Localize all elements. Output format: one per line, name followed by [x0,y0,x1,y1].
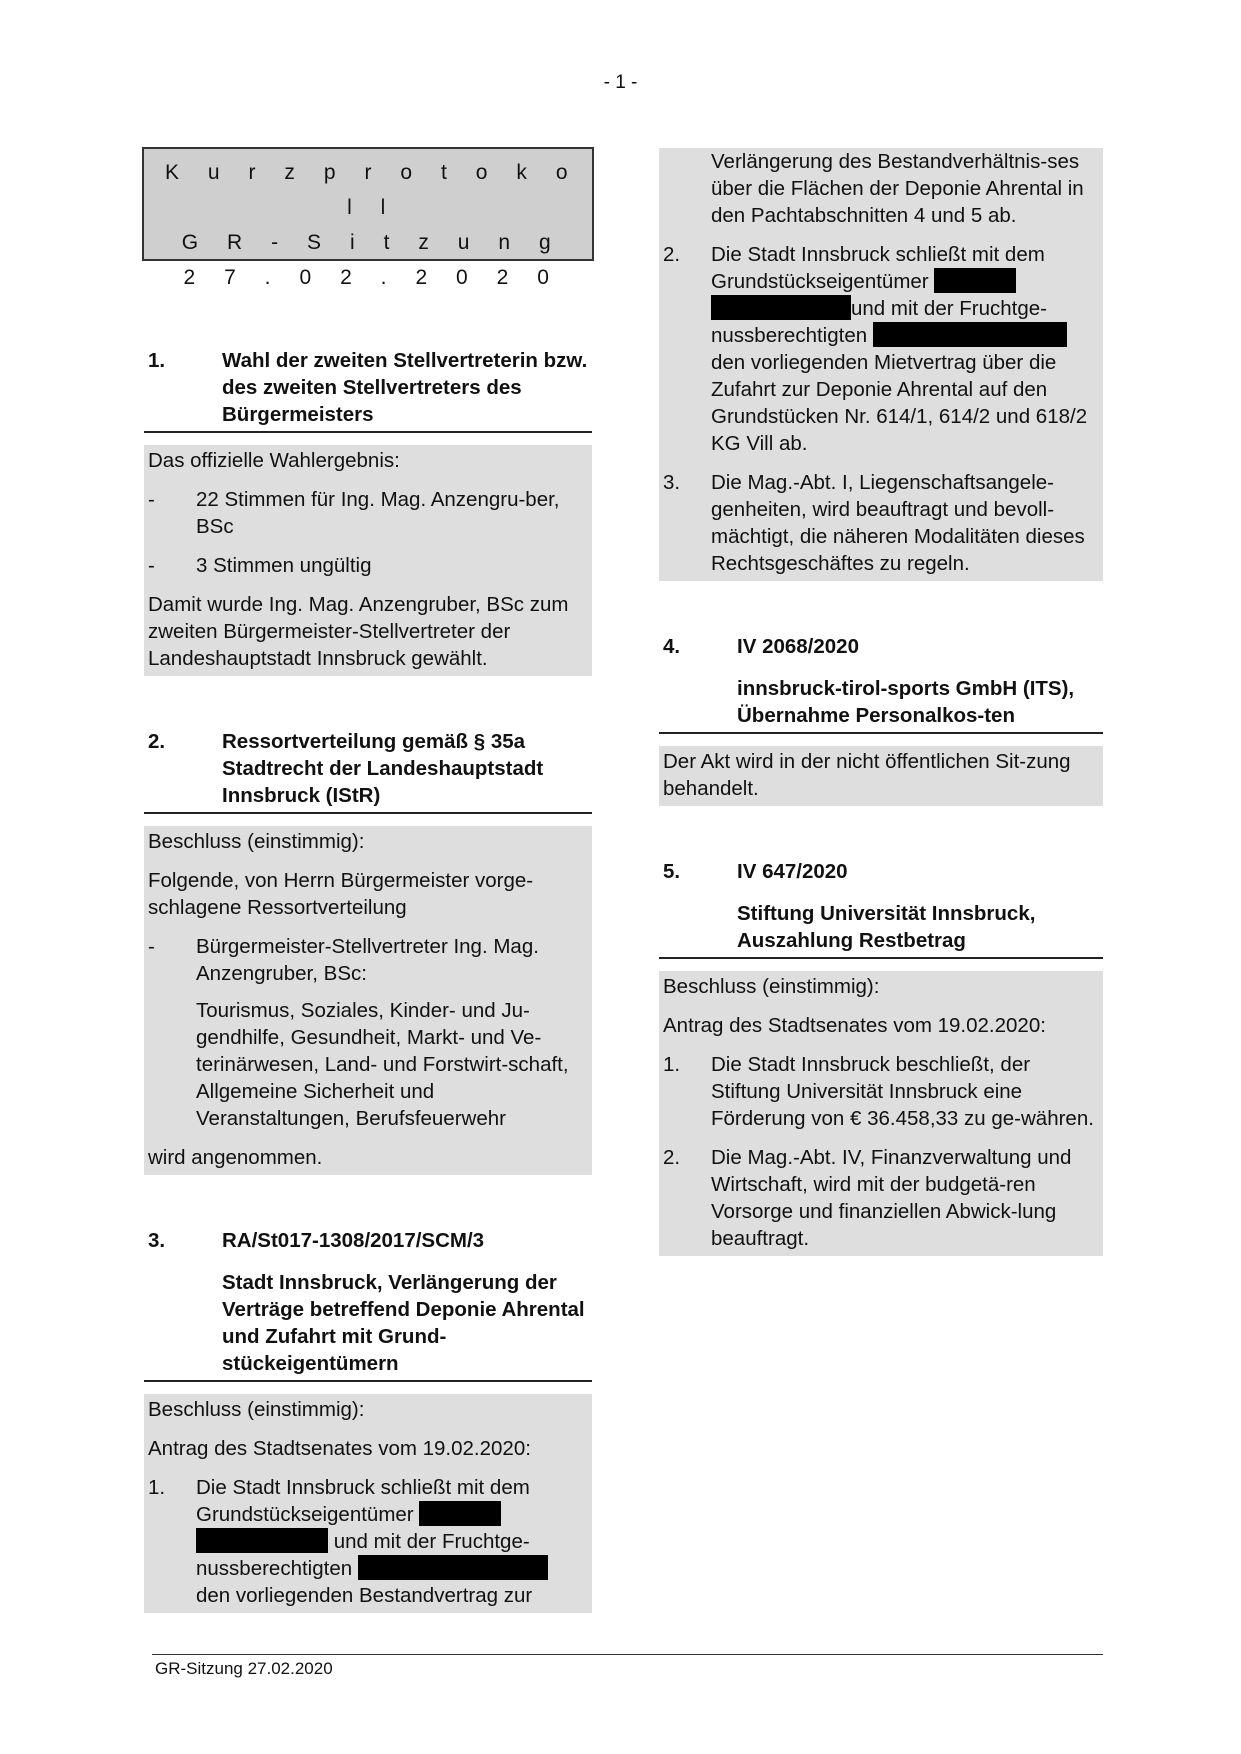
item-4-reference: IV 2068/2020 [737,635,859,658]
item-2 [144,728,592,1175]
list-item: 2. Die Mag.-Abt. IV, Finanzverwaltung und Wirtschaft, wird mit der budgetä-ren Vorsorge und finanziellen Abwick-lung beauftragt. [663,1146,1072,1250]
item-1-number: 1. [148,349,166,372]
item-2-bullet-detail: Tourismus, Soziales, Kinder- und Ju-gendhilfe, Gesundheit, Markt- und Ve-terinärwesen, Land- und Forstwirt-schaft, Allgemeine Sicherheit und Veranstaltungen, Berufsfeuerwehr [196,999,569,1130]
item-1-heading [144,347,592,433]
item-4-reference-row [659,633,1103,663]
item-2-body [144,826,592,1175]
item-4-body [659,746,1103,806]
item-2-decision: Beschluss (einstimmig): [148,830,365,853]
list-item: - 22 Stimmen für Ing. Mag. Anzengru-ber, BSc [148,488,560,538]
item-3-body-continued [659,148,1103,581]
item-2-closing: wird angenommen. [148,1146,323,1169]
right-column [659,148,1103,1256]
item-1-conclusion: Damit wurde Ing. Mag. Anzengruber, BSc zum zweiten Bürgermeister-Stellvertreter der Landeshauptstadt Innsbruck gewählt. [148,593,569,670]
redaction-block [873,322,1067,347]
item-5 [659,858,1103,1256]
item-3-number: 3. [148,1229,166,1252]
item-5-reference: IV 647/2020 [737,860,848,883]
item-5-title: Stiftung Universität Innsbruck, Auszahlung Restbetrag [737,902,1036,952]
item-1-intro: Das offizielle Wahlergebnis: [148,449,400,472]
title-line-1: K u r z p r o t o k o l l [164,161,580,219]
item-4-note: Der Akt wird in der nicht öffentlichen Sit-zung behandelt. [663,750,1071,800]
item-4-title: innsbruck-tirol-sports GmbH (ITS), Übernahme Personalkos-ten [737,677,1075,727]
item-3-motion: Antrag des Stadtsenates vom 19.02.2020: [148,1437,531,1460]
item-5-motion: Antrag des Stadtsenates vom 19.02.2020: [663,1014,1046,1037]
item-3 [144,1227,592,1613]
item-1 [144,347,592,676]
item-2-title: Ressortverteilung gemäß § 35a Stadtrecht der Landeshauptstadt Innsbruck (IStR) [222,730,544,807]
list-item: 3. Die Mag.-Abt. I, Liegenschaftsangele-genheiten, wird beauftragt und bevoll-mächtigt, die näheren Modalitäten dieses Rechtsgeschäftes zu regeln. [663,471,1085,575]
item-3-decision: Beschluss (einstimmig): [148,1398,365,1421]
item-2-number: 2. [148,730,166,753]
left-column [144,147,592,1613]
item-4 [659,633,1103,806]
item-5-body [659,971,1103,1256]
footer-text: GR-Sitzung 27.02.2020 [155,1659,333,1678]
item-5-decision: Beschluss (einstimmig): [663,975,880,998]
list-item: - 3 Stimmen ungültig [148,554,372,577]
redaction-block [711,295,851,320]
redaction-block [358,1555,548,1580]
redaction-block [934,268,1016,293]
item-3-point-1-continued: Verlängerung des Bestandverhältnis-ses über die Flächen der Deponie Ahrental in den Pachtabschnitten 4 und 5 ab. [711,150,1084,227]
title-line-3: 2 7 . 0 2 . 2 0 2 0 [183,266,561,289]
list-item: 2. Die Stadt Innsbruck schließt mit dem Grundstückseigentümer und mit der Fruchtge-nussberechtigten den vorliegenden Mietvertrag über die Zufahrt zur Deponie Ahrental auf den Grundstücken Nr. 614/1, 614/2 und 618/2 KG Vill ab. [663,243,1088,455]
title-line-2: G R - S i t z u n g [181,231,563,254]
item-3-heading [144,1269,592,1382]
item-3-reference-row [144,1227,592,1257]
item-3-title: Stadt Innsbruck, Verlängerung der Verträge betreffend Deponie Ahrental und Zufahrt mit Grund-stückeigentümern [222,1271,585,1375]
item-3-reference: RA/St017-1308/2017/SCM/3 [222,1229,485,1252]
list-item: - Bürgermeister-Stellvertreter Ing. Mag. Anzengruber, BSc: Tourismus, Soziales, Kinder- und Ju-gendhilfe, Gesundheit, Markt- und Ve-terinärwesen, Land- und Forstwirt-schaft, Allgemeine Sicherheit und Veranstaltungen, Berufsfeuerwehr [148,933,588,1132]
item-2-bullet-title: Bürgermeister-Stellvertreter Ing. Mag. Anzengruber, BSc: [196,935,539,985]
footer-divider [152,1654,1103,1655]
item-5-heading [659,900,1103,959]
list-item [663,148,1099,229]
redaction-block [419,1501,501,1526]
item-5-number: 5. [663,860,681,883]
list-item: 1. Die Stadt Innsbruck schließt mit dem Grundstückseigentümer und mit der Fruchtge-nussberechtigten den vorliegenden Bestandvertrag zur [148,1474,588,1609]
page-number: - 1 - [603,72,638,93]
item-3-body [144,1394,592,1613]
item-5-reference-row [659,858,1103,888]
list-item: 1. Die Stadt Innsbruck beschließt, der Stiftung Universität Innsbruck eine Förderung von € 36.458,33 zu ge-währen. [663,1053,1094,1130]
redaction-block [196,1528,328,1553]
item-4-heading [659,675,1103,734]
item-2-intro: Folgende, von Herrn Bürgermeister vorge-schlagene Ressortverteilung [148,869,534,919]
item-2-heading [144,728,592,814]
item-4-number: 4. [663,635,681,658]
item-1-body [144,445,592,676]
title-box [142,147,594,289]
item-1-title: Wahl der zweiten Stellvertreterin bzw. des zweiten Stellvertreters des Bürgermeisters [222,349,588,426]
